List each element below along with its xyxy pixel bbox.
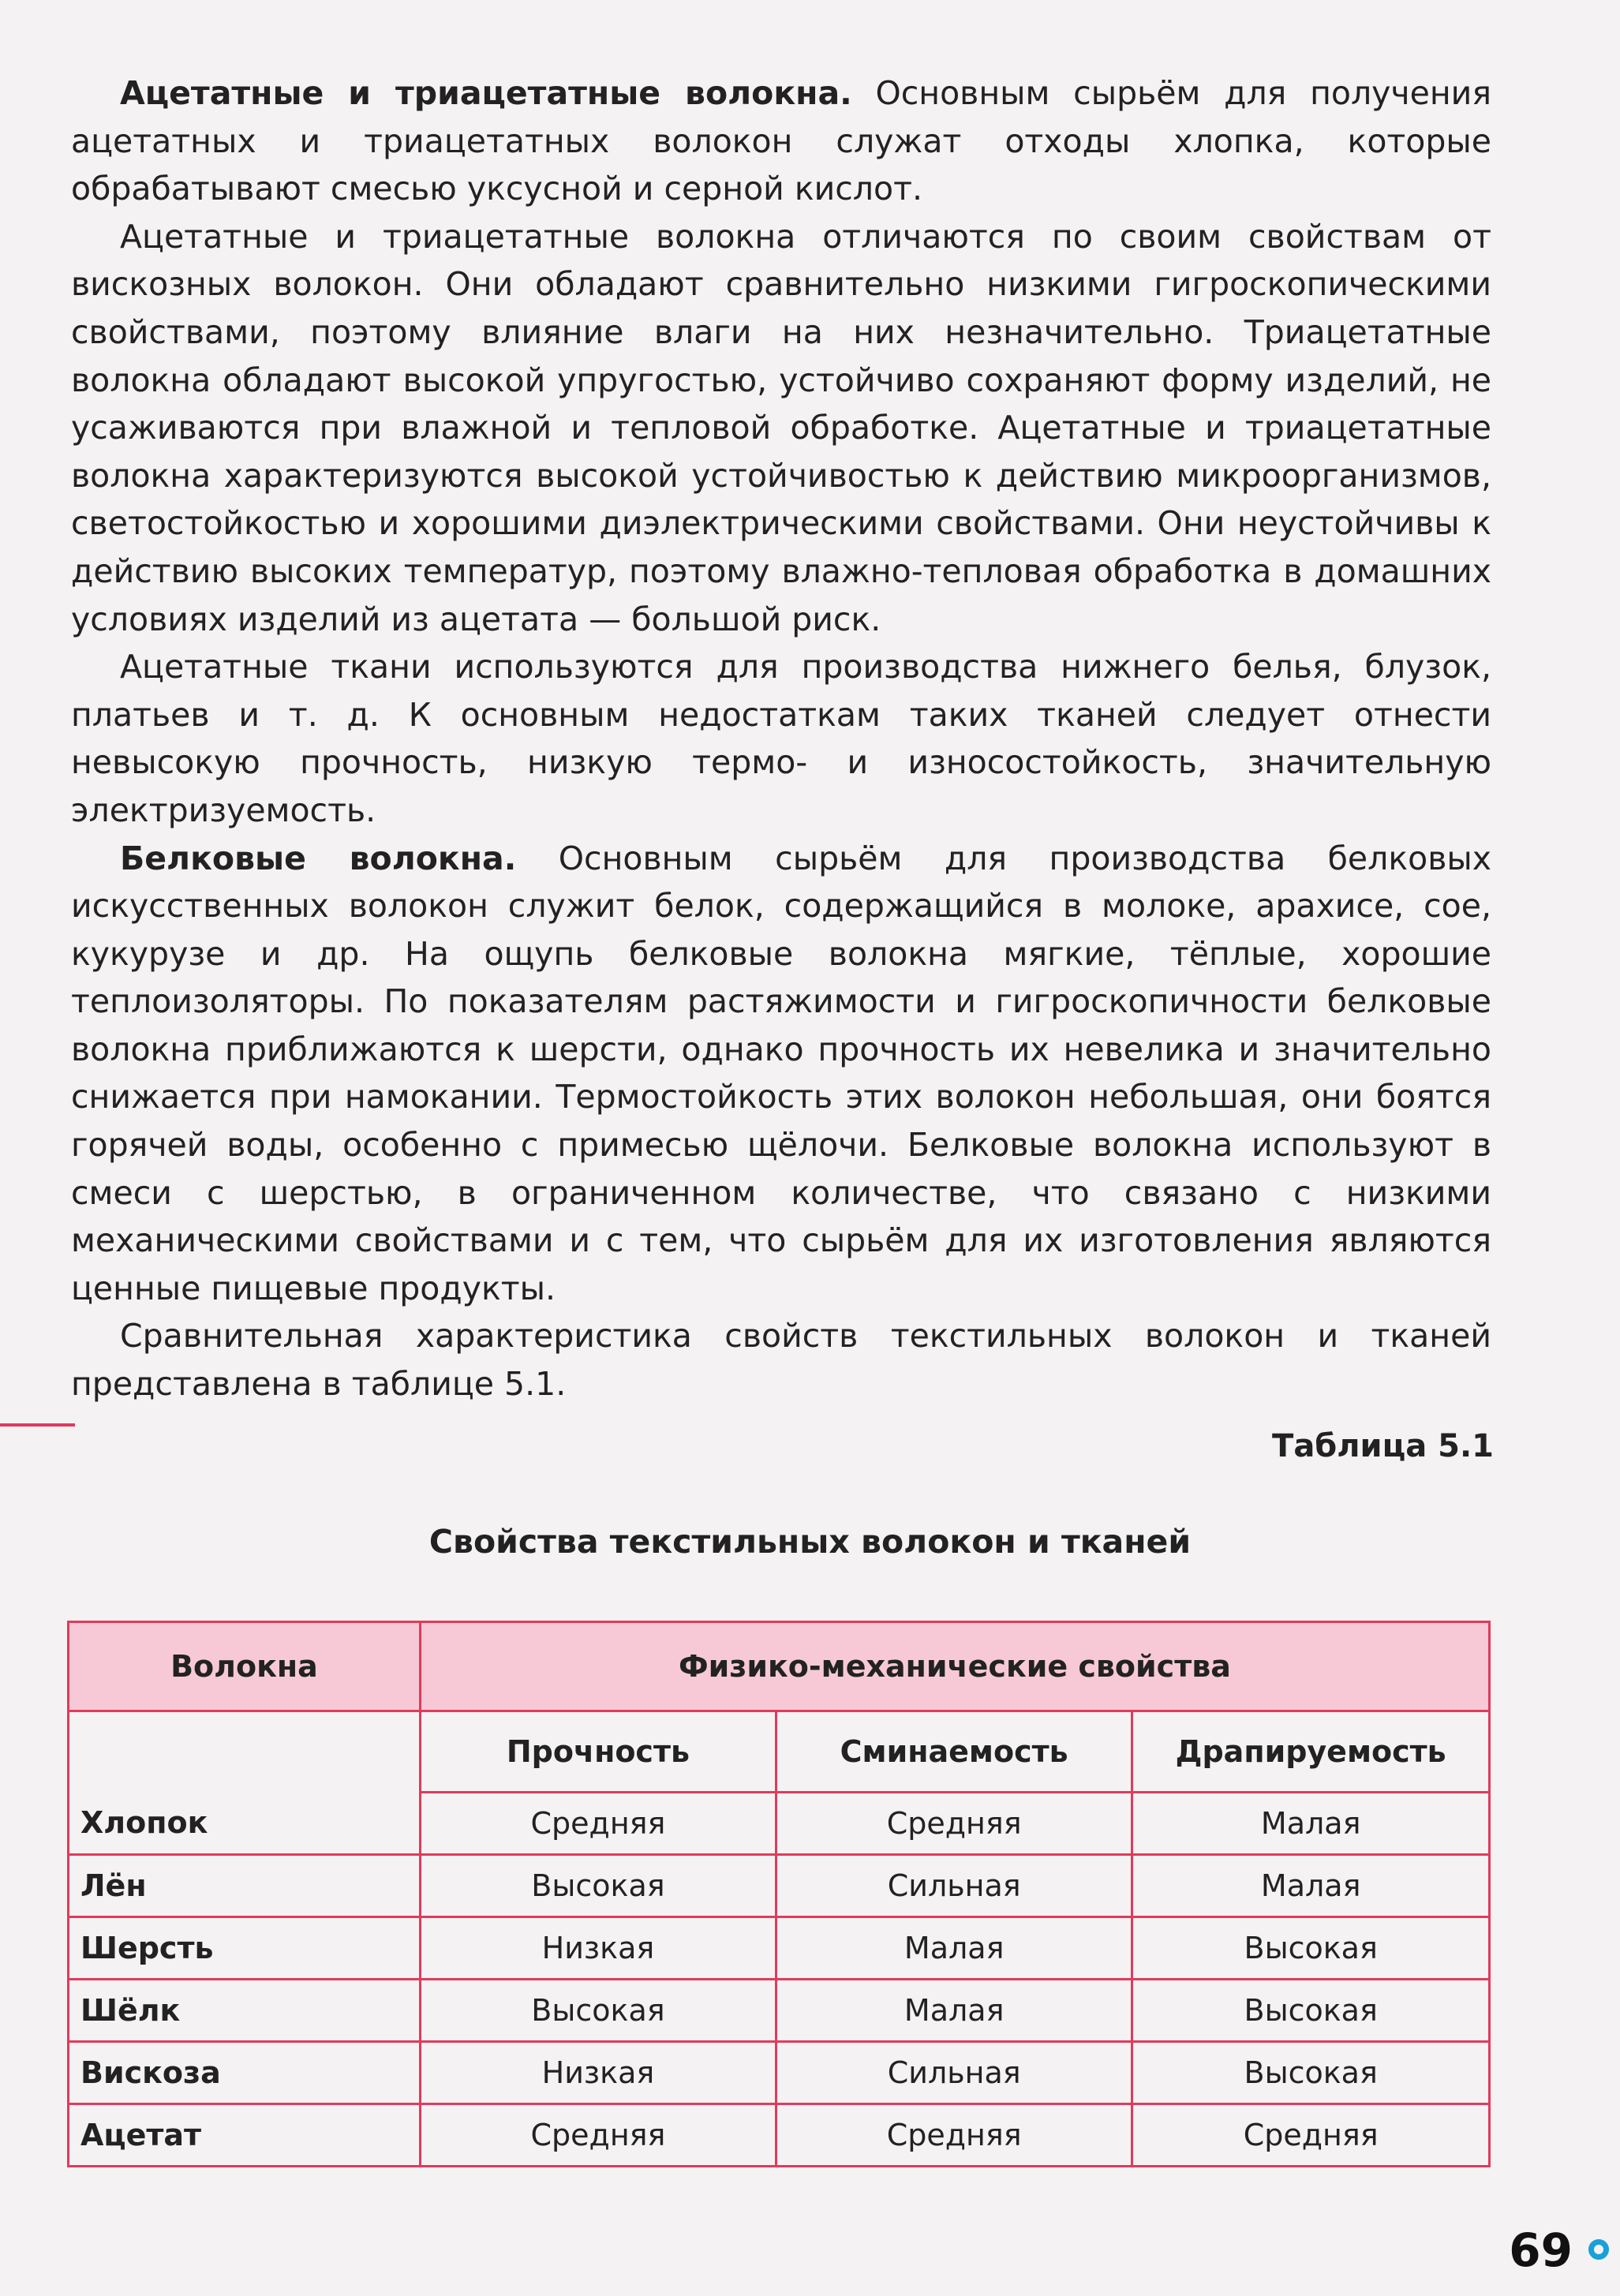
table-row bbox=[69, 1855, 1490, 1917]
row-fiber-name: Ацетат bbox=[69, 2104, 421, 2167]
paragraph-protein bbox=[71, 835, 1491, 1313]
cell-creasing: Средняя bbox=[776, 1793, 1132, 1855]
table-caption: Таблица 5.1 bbox=[1272, 1428, 1494, 1464]
header-strength: Прочность bbox=[420, 1711, 776, 1793]
cell-drapability: Малая bbox=[1132, 1793, 1490, 1855]
cell-strength: Средняя bbox=[420, 2104, 776, 2167]
cell-strength: Низкая bbox=[420, 1917, 776, 1980]
cell-creasing: Малая bbox=[776, 1980, 1132, 2042]
properties-table bbox=[67, 1621, 1491, 2167]
cell-creasing: Сильная bbox=[776, 1855, 1132, 1917]
page-marker-icon bbox=[1588, 2239, 1609, 2260]
cell-strength: Высокая bbox=[420, 1855, 776, 1917]
table-row bbox=[69, 2104, 1490, 2167]
cell-drapability: Высокая bbox=[1132, 1917, 1490, 1980]
paragraph-acetate bbox=[71, 69, 1491, 213]
table-row bbox=[69, 1793, 1490, 1855]
cell-strength: Низкая bbox=[420, 2042, 776, 2104]
cell-drapability: Высокая bbox=[1132, 2042, 1490, 2104]
cell-creasing: Сильная bbox=[776, 2042, 1132, 2104]
page-number: 69 bbox=[1509, 2223, 1573, 2277]
cell-drapability: Малая bbox=[1132, 1855, 1490, 1917]
cell-drapability: Высокая bbox=[1132, 1980, 1490, 2042]
heading-protein: Белковые волокна. bbox=[120, 839, 517, 877]
table-row bbox=[69, 2042, 1490, 2104]
table-row bbox=[69, 1917, 1490, 1980]
row-fiber-name: Вискоза bbox=[69, 2042, 421, 2104]
paragraph-protein-text: Основным сырьём для производства белковых искусственных волокон служит белок, содержащийся в молоке, арахисе, сое, кукурузе и др. На ощупь белковые волокна мягкие, тёплые, хорошие теплоизоляторы. По показателям растяжимости и гигроскопичности белковые волокна приближаются к шерсти, однако прочность их невелика и значительно снижается при намокании. Термостойкость этих волокон небольшая, они боятся горячей воды, особенно с примесью щёлочи. Белковые волокна используют в смеси с шерстью, в ограниченном количестве, что связано с низкими механическими свойствами и с тем, что сырьём для их изготовления являются ценные пищевые продукты. bbox=[71, 839, 1492, 1307]
row-fiber-name: Лён bbox=[69, 1855, 421, 1917]
cell-strength: Средняя bbox=[420, 1793, 776, 1855]
cell-strength: Высокая bbox=[420, 1980, 776, 2042]
cell-drapability: Средняя bbox=[1132, 2104, 1490, 2167]
table-title: Свойства текстильных волокон и тканей bbox=[428, 1523, 1192, 1561]
paragraph-acetate-usage: Ацетатные ткани используются для производства нижнего белья, блузок, платьев и т. д. К основным недостаткам таких тканей следует отнести невысокую прочность, низкую термо- и износостойкость, значительную электризуемость. bbox=[71, 648, 1491, 829]
paragraph-table-intro: Сравнительная характеристика свойств текстильных волокон и тканей представлена в таблице 5.1. bbox=[71, 1317, 1491, 1404]
row-fiber-name: Шерсть bbox=[69, 1917, 421, 1980]
row-fiber-name: Хлопок bbox=[69, 1793, 421, 1855]
cell-creasing: Средняя bbox=[776, 2104, 1132, 2167]
paragraph-acetate-text: Основным сырьём для получения ацетатных и триацетатных волокон служат отходы хлопка, которые обрабатывают смесью уксусной и серной кислот. bbox=[71, 74, 1491, 208]
row-fiber-name: Шёлк bbox=[69, 1980, 421, 2042]
article-body bbox=[71, 69, 1491, 1408]
heading-acetate: Ацетатные и триацетатные волокна. bbox=[120, 74, 852, 112]
header-fibers-blank bbox=[69, 1711, 421, 1793]
header-creasing: Сминаемость bbox=[776, 1711, 1132, 1793]
table-row bbox=[69, 1980, 1490, 2042]
header-drapability: Драпируемость bbox=[1132, 1711, 1490, 1793]
cell-creasing: Малая bbox=[776, 1917, 1132, 1980]
header-fibers: Волокна bbox=[69, 1622, 421, 1711]
paragraph-acetate-properties: Ацетатные и триацетатные волокна отличаются по своим свойствам от вискозных волокон. Они обладают сравнительно низкими гигроскопическими свойствами, поэтому влияние влаги на них незначительно. Триацетатные волокна обладают высокой упругостью, устойчиво сохраняют форму изделий, не усаживаются при влажной и тепловой обработке. Ацетатные и триацетатные волокна характеризуются высокой устойчивостью к действию микроорганизмов, светостойкостью и хорошими диэлектрическими свойствами. Они неустойчивы к действию высоких температур, поэтому влажно-тепловая обработка в домашних условиях изделий из ацетата — большой риск. bbox=[71, 217, 1491, 638]
header-physical-properties: Физико-механические свойства bbox=[420, 1622, 1489, 1711]
accent-rule bbox=[0, 1423, 75, 1427]
